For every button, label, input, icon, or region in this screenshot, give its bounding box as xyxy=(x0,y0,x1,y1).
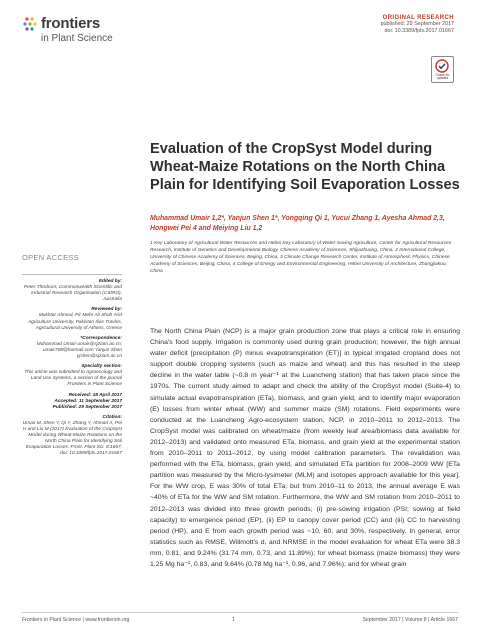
journal-logo xyxy=(22,14,162,48)
correspondence[interactable]: Muhammad Umair umair@sjziam.ac.cn; umair708@hotmail.com Yanjun Shen yjshen@sjziam.ac.cn xyxy=(36,341,122,360)
reviewed-by-label: Reviewed by: xyxy=(91,307,122,313)
logo-brand: frontiers xyxy=(41,15,101,32)
citation: Umair M, Shen Y, Qi Y, Zhang Y, Ahmad A, Pei H and Liu M (2017) Evaluation of the CropSyst Model during Wheat-Maize Rotations on the North China Plain for Identifying Soil Evaporation Losses. Front. Plant Sci. 8:1667. doi: 10.3389/fpls.2017.01667 xyxy=(22,420,122,457)
specialty-section: This article was submitted to Agroecology and Land Use Systems, a section of the journal Frontiers in Plant Science xyxy=(24,370,122,388)
published-date: published: 29 September 2017 xyxy=(380,21,454,27)
affiliations: 1 Key Laboratory of Agricultural Water Resources and Hebei Key Laboratory of Water-Saving Agriculture, Center for Agricultural Resources Research, Institute of Genetics and Developmental Biology, Chinese Academy of Sciences, Shijiazhuang, China, 2 International College, University of Chinese Academy of Sciences, Beijing, China, 3 Climate Change Research Center, Institute of Atmospheric Physics, Chinese Academy of Sciences, Beijing, China, 4 College of Energy and Environmental Engineering, Hebei University of Architecture, Zhangjiakou, China xyxy=(150,241,452,275)
accepted-date: Accepted: 11 September 2017 xyxy=(54,398,122,404)
article-type: ORIGINAL RESEARCH xyxy=(382,15,454,21)
reviewed-by: Mukhtar Ahmed, Pir Mehr Ali Shah Arid Agriculture University, Pakistan Ilias Travlos, Agricultural University of Athens, Greece xyxy=(28,313,122,331)
page-footer xyxy=(22,612,458,628)
correspondence-label: *Correspondence: xyxy=(80,335,122,341)
check-updates-label: Check for updates xyxy=(435,72,450,81)
open-access-label: OPEN ACCESS xyxy=(22,253,80,262)
specialty-section-label: Specialty section: xyxy=(81,364,122,370)
edited-by-label: Edited by: xyxy=(98,279,122,284)
article-sidebar xyxy=(22,270,122,457)
published-date-sidebar: Published: 29 September 2017 xyxy=(52,404,122,410)
page-number: 1 xyxy=(232,617,235,623)
check-updates-icon xyxy=(435,59,449,73)
article-meta xyxy=(284,15,454,35)
footer-journal[interactable]: Frontiers in Plant Science | www.frontiersin.org xyxy=(22,617,130,623)
received-date: Received: 18 April 2017 xyxy=(68,392,122,398)
article-doi[interactable]: doi: 10.3389/fpls.2017.01667 xyxy=(384,28,454,34)
edited-by: Peter Thorburn, Commonwealth Scientific and Industrial Research Organisation (CSIRO), Australia xyxy=(23,285,122,303)
sidebar-divider xyxy=(22,274,122,275)
abstract-text: The North China Plain (NCP) is a major grain production zone that plays a critical role in ensuring China's food supply. Irrigation is commonly used during grain production; however, the high annual water deficit [precipitation (P) minus evapotranspiration (ET)] in typical irrigated cropland does not support double cropping systems (such as maize and wheat) and this has resulted in the steep decline in the water table (~0.8 m year⁻¹ at the Luancheng station) that has taken place since the 1970s. The current study aimed to adapt and check the ability of the CropSyst model (Suite-4) to simulate actual evapotranspiration (ETa), biomass, and grain yield, and to identify major evaporation (E) losses from winter wheat (WW) and summer maize (SM) rotations. Field experiments were conducted at the Luancheng Agro-ecosystem station, NCP, in 2010–2011 to 2012–2013. The CropSyst model was calibrated on wheat/maize (from weekly leaf area/biomass data available for 2012–2013) and validated onto measured ETa, biomass, and grain yield at the experimental station from 2010–2011 to 2011–2012, by using model calibration parameters. The revalidation was performed with the ETa, biomass, grain yield, and simulated ETa partition for 2008–2009 WW [ETa partition was measured by the Micro-lysimeter (MLM) and isotopes approach available for this year]. For the WW crop, E was 30% of total ETa; but from 2010–11 to 2013, the annual average E was ~40% of ETa for the WW and SM rotation. Furthermore, the WW and SM rotation from 2010–2011 to 2012–2013 was divided into three growth periods; (i) pre-sowing irrigation (PSI; sowing at field capacity) to emergence period (EP), (ii) EP to canopy cover period (CC) and (iii) CC to harvesting period (HP), and E from each growth period was ~10, 60, and 30%, respectively. In general, error statistics such as RMSE, Willmott's d, and NRMSE in the model evaluation for wheat ETa were 38.3 mm, 0.81, and 9.24% (31.74 mm, 0.73, and 11.89%); for wheat biomass (maize biomass) they were 1.25 Mg ha⁻¹, 0.83, and 9.64% (0.78 Mg ha⁻¹, 0.96, and 7.96%); and for wheat grain xyxy=(150,328,460,568)
check-for-updates-badge[interactable] xyxy=(431,56,454,83)
logo-journal-name: in Plant Science xyxy=(41,33,113,44)
article-title: Evaluation of the CropSyst Model during Wheat-Maize Rotations on the North China Plain for Identifying Soil Evaporation Losses xyxy=(150,141,460,193)
author-list[interactable]: Muhammad Umair 1,2*, Yanjun Shen 1*, Yongqing Qi 1, Yucui Zhang 1, Ayesha Ahmad 2,3, Hongwei Pei 4 and Meiying Liu 1,2 xyxy=(150,215,445,232)
citation-label: Citation: xyxy=(102,414,122,420)
footer-issue: September 2017 | Volume 8 | Article 1667 xyxy=(362,617,458,623)
frontiers-logo-icon xyxy=(22,16,38,32)
